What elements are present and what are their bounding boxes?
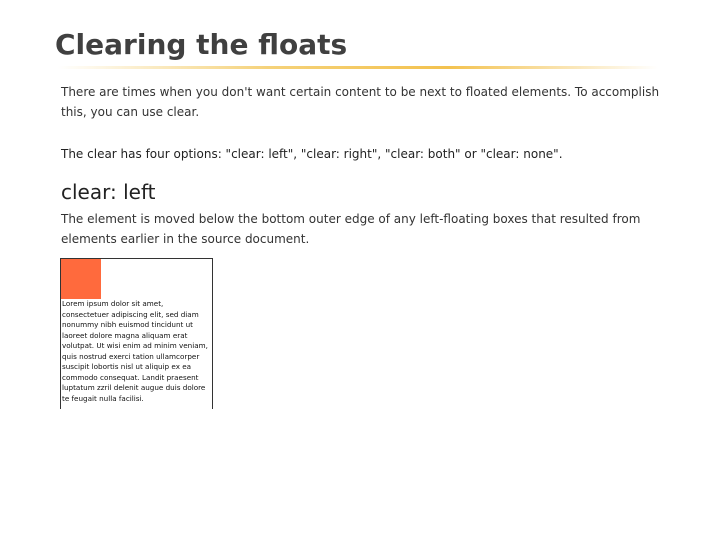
clear-left-example-box — [60, 258, 213, 409]
intro-paragraph: There are times when you don't want certain content to be next to floated elements. To accomplish this, you can use clear. — [61, 85, 660, 119]
clear-options-text: The clear has four options: "clear: left", "clear: right", "clear: both" or "clear: none". — [61, 147, 563, 161]
section-description: The element is moved below the bottom outer edge of any left-floating boxes that resulted from elements earlier in the source document. — [61, 212, 641, 246]
floated-orange-square — [61, 259, 101, 299]
section-heading-clear-left: clear: left — [61, 180, 156, 204]
title-underline — [58, 66, 658, 69]
example-lorem-text: Lorem ipsum dolor sit amet, consectetuer adipiscing elit, sed diam nonummy nibh euismod tincidunt ut laoreet dolore magna aliquam erat volutpat. Ut wisi enim ad minim veniam, quis nostrud exerci tation ullamcorper suscipit lobortis nisl ut aliquip ex ea commodo consequat. Landit praesent luptatum zzril delenit augue duis dolore te feugait nulla facilisi. — [62, 299, 208, 403]
slide-title: Clearing the floats — [55, 28, 348, 61]
